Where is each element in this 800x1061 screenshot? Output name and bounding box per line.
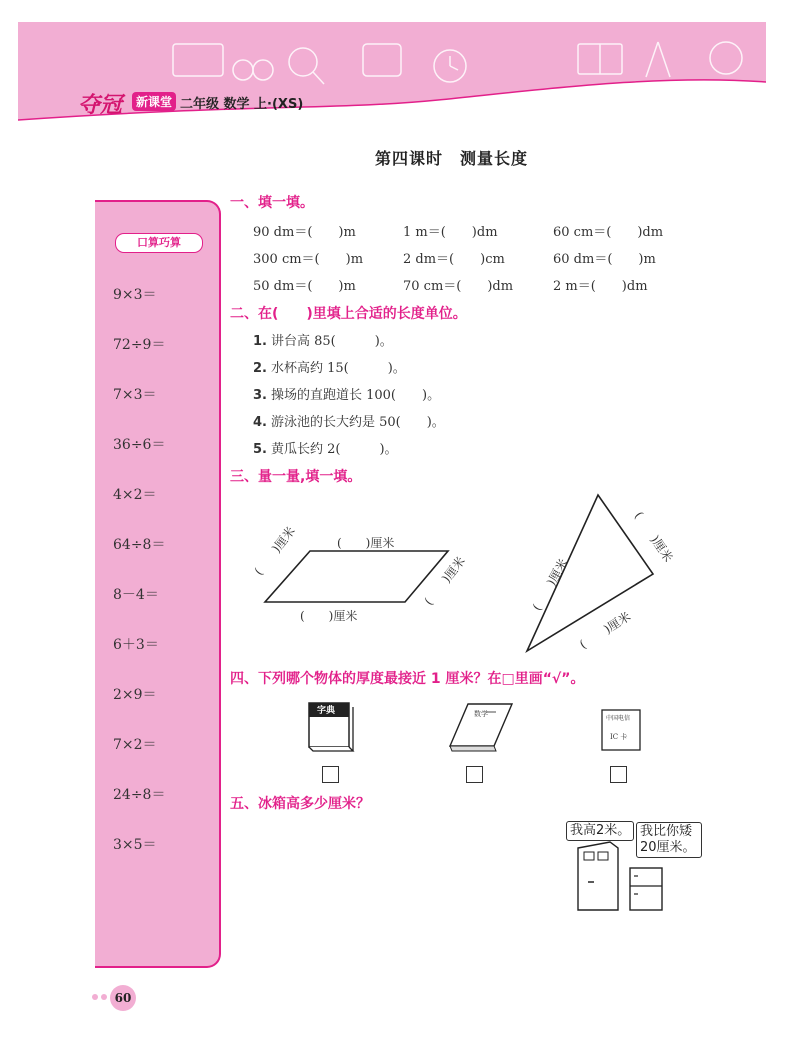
- section2-title: 二、在( )里填上合适的长度单位。: [230, 306, 467, 322]
- fill-blank[interactable]: 1 m＝( )dm: [403, 225, 498, 240]
- measure-blank-left[interactable]: ( )厘米: [251, 524, 298, 578]
- section4-title: 四、下列哪个物体的厚度最接近 1 厘米？在□里画“√”。: [230, 671, 585, 687]
- fill-blank[interactable]: 60 cm＝( )dm: [553, 225, 664, 240]
- question-number: 2.: [253, 361, 267, 376]
- measure-blank-triangle-left[interactable]: ( )厘米: [529, 556, 571, 613]
- page-title: 第四课时 测量长度: [375, 149, 529, 168]
- section5-title: 五、冰箱高多少厘米？: [230, 796, 370, 812]
- sidebar-item: 72÷9＝: [113, 337, 166, 353]
- measure-blank-bottom[interactable]: ( )厘米: [300, 609, 358, 623]
- question-number: 4.: [253, 415, 267, 430]
- question-text: 游泳池的长大约是 50( )。: [270, 415, 445, 430]
- page-number: 60: [110, 985, 136, 1011]
- sidebar-heading: 口算巧算: [115, 233, 203, 253]
- brand-badge: 新课堂: [132, 92, 176, 111]
- sidebar-item: 8－4＝: [113, 587, 159, 603]
- sidebar-item: 24÷8＝: [113, 787, 166, 803]
- question-number: 3.: [253, 388, 267, 403]
- fill-blank[interactable]: 300 cm＝( )m: [253, 252, 364, 267]
- sidebar-item: 3×5＝: [113, 837, 157, 853]
- sidebar-item: 36÷6＝: [113, 437, 166, 453]
- page-dot: [92, 994, 98, 1000]
- sidebar-item: 9×3＝: [113, 287, 157, 303]
- card-line2: IC 卡: [610, 733, 628, 741]
- sidebar-item: 2×9＝: [113, 687, 157, 703]
- question-text: 操场的直跑道长 100( )。: [270, 388, 441, 403]
- question-text: 水杯高约 15( )。: [270, 361, 406, 376]
- sidebar-item: 6＋3＝: [113, 637, 159, 653]
- door-speech-bubble: 我高2米。: [566, 821, 634, 841]
- fill-blank[interactable]: 2 m＝( )dm: [553, 279, 648, 294]
- section3-title: 三、量一量,填一填。: [230, 469, 362, 485]
- page-dot: [101, 994, 107, 1000]
- fill-blank[interactable]: 60 dm＝( )m: [553, 252, 656, 267]
- brand-logo: 夺冠: [78, 93, 123, 118]
- question-number: 5.: [253, 442, 267, 457]
- fill-blank[interactable]: 2 dm＝( )cm: [403, 252, 505, 267]
- question-text: 黄瓜长约 2( )。: [270, 442, 398, 457]
- checkbox-ic-card[interactable]: [610, 766, 627, 783]
- question-number: 1.: [253, 334, 267, 349]
- sidebar-item: 7×2＝: [113, 737, 157, 753]
- question-text: 讲台高 85( )。: [270, 334, 393, 349]
- checkbox-notebook[interactable]: [466, 766, 483, 783]
- sidebar-item: 4×2＝: [113, 487, 157, 503]
- parallelogram-shape: [265, 551, 448, 602]
- door-and-fridge-illustration: [570, 838, 670, 914]
- measure-blank-triangle-right[interactable]: ( )厘米: [631, 509, 676, 565]
- fill-blank[interactable]: 70 cm＝( )dm: [403, 279, 514, 294]
- fridge-speech-line1: 我比你矮: [640, 824, 693, 839]
- fill-blank[interactable]: 50 dm＝( )m: [253, 279, 356, 294]
- checkbox-dictionary[interactable]: [322, 766, 339, 783]
- section1-title: 一、填一填。: [230, 195, 314, 211]
- series-label: 二年级 数学 上·(XS): [180, 97, 304, 112]
- sidebar-item: 7×3＝: [113, 387, 157, 403]
- notebook-title: 数学: [474, 710, 488, 718]
- dictionary-title: 字典: [317, 706, 336, 716]
- measure-blank-triangle-bottom[interactable]: ( )厘米: [577, 609, 634, 652]
- fill-blank[interactable]: 90 dm＝( )m: [253, 225, 356, 240]
- card-line1: 中国电信: [606, 715, 631, 722]
- measure-blank-right[interactable]: ( )厘米: [421, 554, 468, 608]
- sidebar-item: 64÷8＝: [113, 537, 166, 553]
- fridge-speech-line2: 20厘米。: [640, 840, 696, 855]
- measure-blank-top[interactable]: ( )厘米: [337, 536, 395, 550]
